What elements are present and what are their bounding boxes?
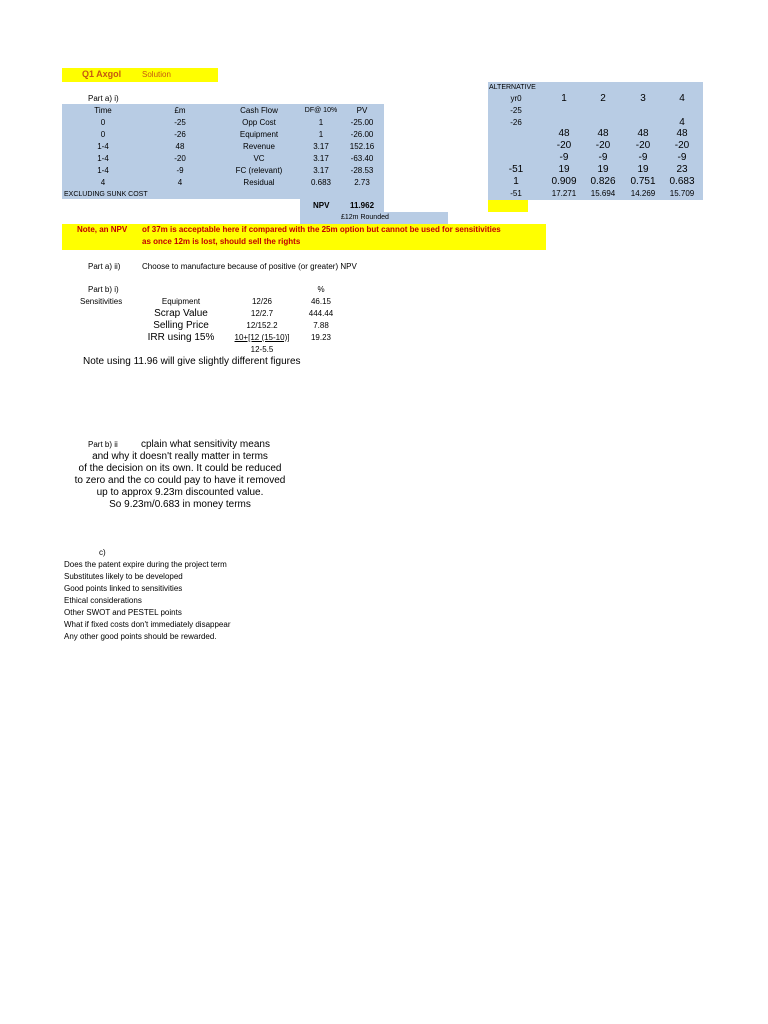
cell-year: -20 <box>674 140 690 151</box>
cell-amount: 48 <box>175 142 185 151</box>
npv-label: NPV <box>313 201 330 210</box>
sensitivity-calc: 12/26 <box>251 297 273 306</box>
cell-year: -20 <box>635 140 651 151</box>
cell-time: 0 <box>100 118 106 127</box>
sensitivity-value: 444.44 <box>308 309 334 318</box>
cell-yr0: -26 <box>510 118 522 127</box>
cell-year: 4 <box>679 117 685 128</box>
header-year: 1 <box>561 93 567 104</box>
cell-cash-flow: FC (relevant) <box>235 166 283 175</box>
cell-year: 17.271 <box>551 189 577 198</box>
header-year: 3 <box>640 93 646 104</box>
irr-denominator: 12-5.5 <box>250 345 274 354</box>
sensitivity-calc: 12/152.2 <box>246 321 278 330</box>
cell-pv: -63.40 <box>350 154 374 163</box>
list-item: Ethical considerations <box>64 596 142 605</box>
cell-df: 0.683 <box>310 178 332 187</box>
cell-cash-flow: Equipment <box>239 130 279 139</box>
solution-label: Solution <box>142 70 171 79</box>
cell-df: 1 <box>318 118 324 127</box>
cell-year: 23 <box>676 164 688 175</box>
sensitivity-value: 46.15 <box>310 297 332 306</box>
cell-df: 1 <box>318 130 324 139</box>
cell-cash-flow: Residual <box>243 178 275 187</box>
list-item: Does the patent expire during the project term <box>64 560 227 569</box>
header-year: 2 <box>600 93 606 104</box>
part-ai-label: Part a) i) <box>88 94 119 103</box>
cell-cash-flow: Opp Cost <box>242 118 276 127</box>
part-aii-text: Choose to manufacture because of positive (or greater) NPV <box>142 262 357 271</box>
cell-time: 4 <box>100 178 106 187</box>
cell-year: 0.826 <box>590 176 616 187</box>
cell-time: 1-4 <box>97 166 109 175</box>
cell-time: 1-4 <box>97 154 109 163</box>
cell-year: 48 <box>597 128 609 139</box>
part-bii-line: cplain what sensitivity means <box>141 439 270 450</box>
cell-year: -9 <box>559 152 569 163</box>
npv-value: 11.962 <box>350 201 375 210</box>
cell-year: 48 <box>558 128 570 139</box>
excluding-sunk-cost: EXCLUDING SUNK COST <box>64 191 148 198</box>
header-pv: PV <box>356 106 368 115</box>
sensitivity-name: Selling Price <box>153 320 209 331</box>
cell-year: -20 <box>556 140 572 151</box>
cell-cash-flow: VC <box>253 154 265 163</box>
cell-yr0: -51 <box>510 189 522 198</box>
cell-year: 19 <box>558 164 570 175</box>
cell-pv: -28.53 <box>350 166 374 175</box>
part-bii-line: So 9.23m/0.683 in money terms <box>109 499 251 510</box>
cell-pv: -25.00 <box>350 118 374 127</box>
cell-year: -9 <box>598 152 608 163</box>
cell-year: 48 <box>676 128 688 139</box>
sensitivity-value: 7.88 <box>313 321 329 330</box>
cell-df: 3.17 <box>313 154 329 163</box>
cell-year: 0.909 <box>551 176 577 187</box>
cell-pv: 2.73 <box>354 178 370 187</box>
list-item: Other SWOT and PESTEL points <box>64 608 182 617</box>
header-year: 4 <box>679 93 685 104</box>
cell-amount: -26 <box>174 130 186 139</box>
list-item: Any other good points should be rewarded. <box>64 632 217 641</box>
header-df: DF@ 10% <box>304 107 338 114</box>
sensitivity-calc: 10+[12 (15-10)] <box>234 333 290 342</box>
part-bii-line: of the decision on its own. It could be reduced <box>78 463 282 474</box>
part-bii-line: up to approx 9.23m discounted value. <box>96 487 264 498</box>
cell-year: 19 <box>597 164 609 175</box>
percent-header: % <box>317 285 325 294</box>
cell-year: -9 <box>677 152 687 163</box>
cell-amount: 4 <box>177 178 183 187</box>
cell-amount: -9 <box>176 166 184 175</box>
part-bii-line: and why it doesn't really matter in terms <box>92 451 268 462</box>
part-bi-label: Part b) i) <box>88 285 119 294</box>
list-item: Substitutes likely to be developed <box>64 572 183 581</box>
cell-year: -20 <box>595 140 611 151</box>
note-label: Note, an NPV <box>77 225 128 234</box>
part-aii-label: Part a) ii) <box>88 262 121 271</box>
sheet-title: Q1 Axgol <box>82 69 122 79</box>
cell-yr0: -51 <box>508 164 524 175</box>
list-item: What if fixed costs don't immediately disappear <box>64 620 231 629</box>
sensitivity-name: Equipment <box>161 297 201 306</box>
sensitivity-calc: 12/2.7 <box>250 309 274 318</box>
npv-rounded: £12m Rounded <box>341 214 389 221</box>
cell-yr0: 1 <box>513 176 519 187</box>
sensitivities-label: Sensitivities <box>80 297 123 306</box>
sensitivity-value: 19.23 <box>310 333 332 342</box>
alternative-title: ALTERNATIVE <box>489 84 536 91</box>
cell-pv: -26.00 <box>350 130 374 139</box>
list-item: Good points linked to sensitivities <box>64 584 183 593</box>
cell-df: 3.17 <box>313 142 329 151</box>
part-c-label: c) <box>99 548 106 557</box>
header-cash-flow: Cash Flow <box>240 106 278 115</box>
cell-yr0: -25 <box>510 106 522 115</box>
part-bi-note: Note using 11.96 will give slightly different figures <box>83 356 301 367</box>
cell-year: 48 <box>637 128 649 139</box>
cell-time: 0 <box>100 130 106 139</box>
note-line-2: as once 12m is lost, should sell the rights <box>142 237 301 246</box>
cell-year: 0.683 <box>669 176 695 187</box>
cell-year: 19 <box>637 164 649 175</box>
cell-pv: 152.16 <box>349 142 375 151</box>
sensitivity-name: IRR using 15% <box>147 332 215 343</box>
cell-year: 14.269 <box>630 189 656 198</box>
sensitivity-name: Scrap Value <box>154 308 208 319</box>
cell-year: 15.694 <box>590 189 616 198</box>
part-bii-label: Part b) ii <box>88 440 118 449</box>
header-amount: £m <box>174 106 186 115</box>
cell-time: 1-4 <box>97 142 109 151</box>
cell-year: 15.709 <box>669 189 695 198</box>
part-bii-line: to zero and the co could pay to have it removed <box>74 475 286 486</box>
cell-year: 0.751 <box>630 176 656 187</box>
cell-cash-flow: Revenue <box>242 142 276 151</box>
cell-year: -9 <box>638 152 648 163</box>
cell-df: 3.17 <box>313 166 329 175</box>
header-time: Time <box>94 106 112 115</box>
header-yr0: yr0 <box>510 94 522 103</box>
cell-amount: -25 <box>174 118 186 127</box>
note-line-1: of 37m is acceptable here if compared with the 25m option but cannot be used for sensitivities <box>142 225 501 234</box>
cell-amount: -20 <box>174 154 186 163</box>
